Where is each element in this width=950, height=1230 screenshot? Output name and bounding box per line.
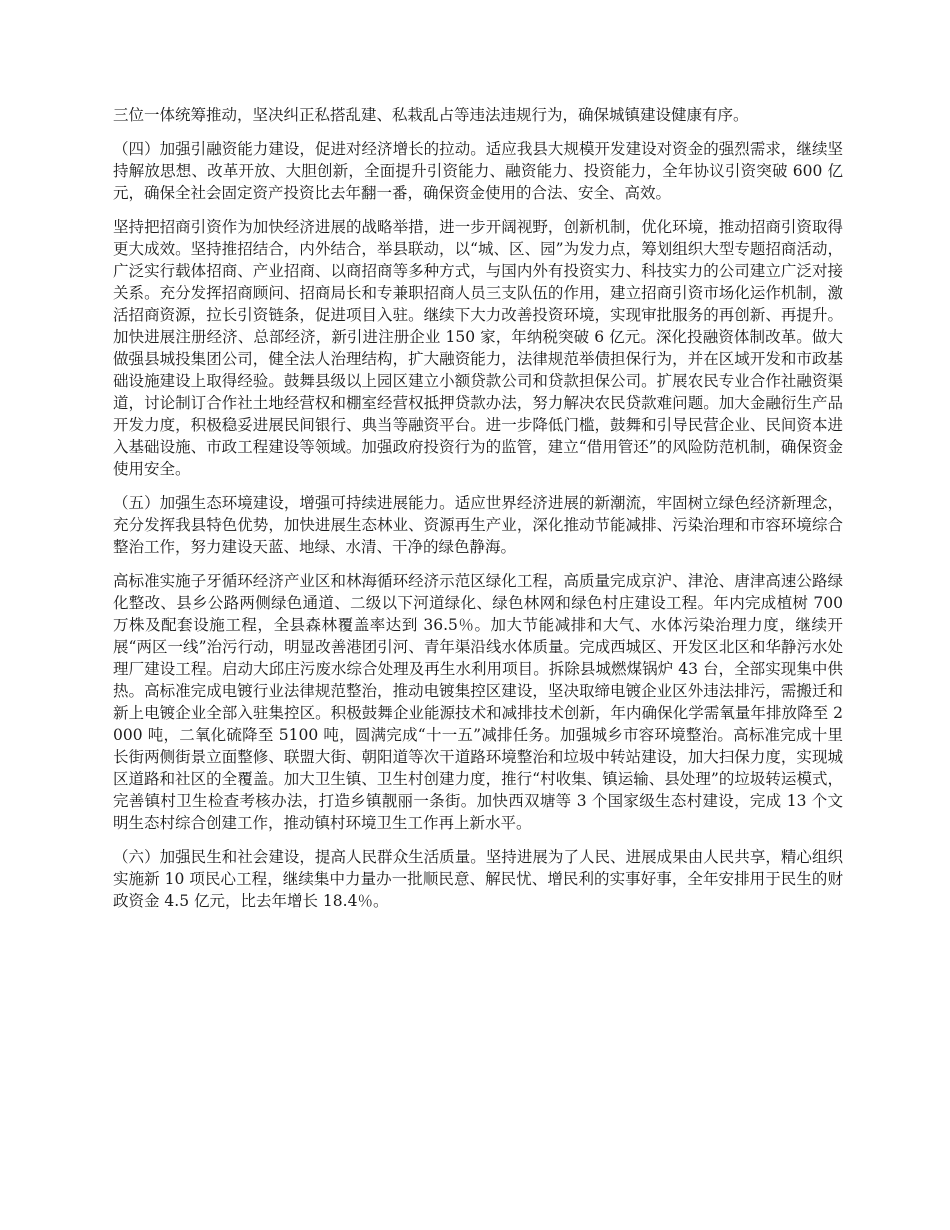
document-page (113, 104, 843, 924)
paragraph-section-five-ecology: （五）加强生态环境建设，增强可持续进展能力。适应世界经济进展的新潮流，牢固树立绿色经济新理念，充分发挥我县特色优势，加快进展生态林业、资源再生产业，深化推动节能减排、污染治理和市容环境综合整治工作，努力建设天蓝、地绿、水清、干净的绿色静海。 (113, 494, 843, 556)
paragraph-section-four-financing: （四）加强引融资能力建设，促进对经济增长的拉动。适应我县大规模开发建设对资金的强烈需求，继续坚持解放思想、改革开放、大胆创新，全面提升引资能力、融资能力、投资能力，全年协议引资突破 600 亿元，确保全社会固定资产投资比去年翻一番，确保资金使用的合法、安全、高效。 (113, 140, 843, 202)
paragraph-greening-emissions: 高标准实施子牙循环经济产业区和林海循环经济示范区绿化工程，高质量完成京沪、津沧、唐津高速公路绿化整改、县乡公路两侧绿色通道、二级以下河道绿化、绿色林网和绿色村庄建设工程。年内完成植树 700 万株及配套设施工程，全县森林覆盖率达到 36.5％。加大节能减排和大气、水体污染治理力度，继续开展“两区一线”治污行动，明显改善港团引河、青年渠沿线水体质量。完成西城区、开发区北区和华静污水处理厂建设工程。启动大邱庄污废水综合处理及再生水利用项目。拆除县城燃煤锅炉 43 台，全部实现集中供热。高标准完成电镀行业法律规范整治，推动电镀集控区建设，坚决取缔电镀企业区外违法排污，需搬迁和新上电镀企业全部入驻集控区。积极鼓舞企业能源技术和减排技术创新，年内确保化学需氧量年排放降至 2000 吨，二氧化硫降至 5100 吨，圆满完成“十一五”减排任务。加强城乡市容环境整治。高标准完成十里长街两侧街景立面整修、联盟大街、朝阳道等次干道路环境整治和垃圾中转站建设，加大扫保力度，实现城区道路和社区的全覆盖。加大卫生镇、卫生村创建力度，推行“村收集、镇运输、县处理”的垃圾转运模式，完善镇村卫生检查考核办法，打造乡镇靓丽一条街。加快西双塘等 3 个国家级生态村建设，完成 13 个文明生态村综合创建工作，推动镇村环境卫生工作再上新水平。 (113, 572, 843, 832)
paragraph-investment-promotion: 坚持把招商引资作为加快经济进展的战略举措，进一步开阔视野，创新机制，优化环境，推动招商引资取得更大成效。坚持推招结合，内外结合，举县联动，以“城、区、园”为发力点，筹划组织大型专题招商活动，广泛实行载体招商、产业招商、以商招商等多种方式，与国内外有投资实力、科技实力的公司建立广泛对接关系。充分发挥招商顾问、招商局长和专兼职招商人员三支队伍的作用，建立招商引资市场化运作机制，激活招商资源，拉长引资链条，促进项目入驻。继续下大力改善投资环境，实现审批服务的再创新、再提升。加快进展注册经济、总部经济，新引进注册企业 150 家，年纳税突破 6 亿元。深化投融资体制改革。做大做强县城投集团公司，健全法人治理结构，扩大融资能力，法律规范举债担保行为，并在区域开发和市政基础设施建设上取得经验。鼓舞县级以上园区建立小额贷款公司和贷款担保公司。扩展农民专业合作社融资渠道，讨论制订合作社土地经营权和棚室经营权抵押贷款办法，努力解决农民贷款难问题。加大金融衍生产品开发力度，积极稳妥进展民间银行、典当等融资平台。进一步降低门槛，鼓舞和引导民营企业、民间资本进入基础设施、市政工程建设等领域。加强政府投资行为的监管，建立“借用管还”的风险防范机制，确保资金使用安全。 (113, 218, 843, 478)
paragraph-urban-construction-end: 三位一体统筹推动，坚决纠正私搭乱建、私栽乱占等违法违规行为，确保城镇建设健康有序。 (113, 106, 749, 124)
paragraph-section-six-livelihood: （六）加强民生和社会建设，提高人民群众生活质量。坚持进展为了人民、进展成果由人民共享，精心组织实施新 10 项民心工程，继续集中力量办一批顺民意、解民忧、增民利的实事好事，全年安排用于民生的财政资金 4.5 亿元，比去年增长 18.4％。 (113, 848, 843, 910)
